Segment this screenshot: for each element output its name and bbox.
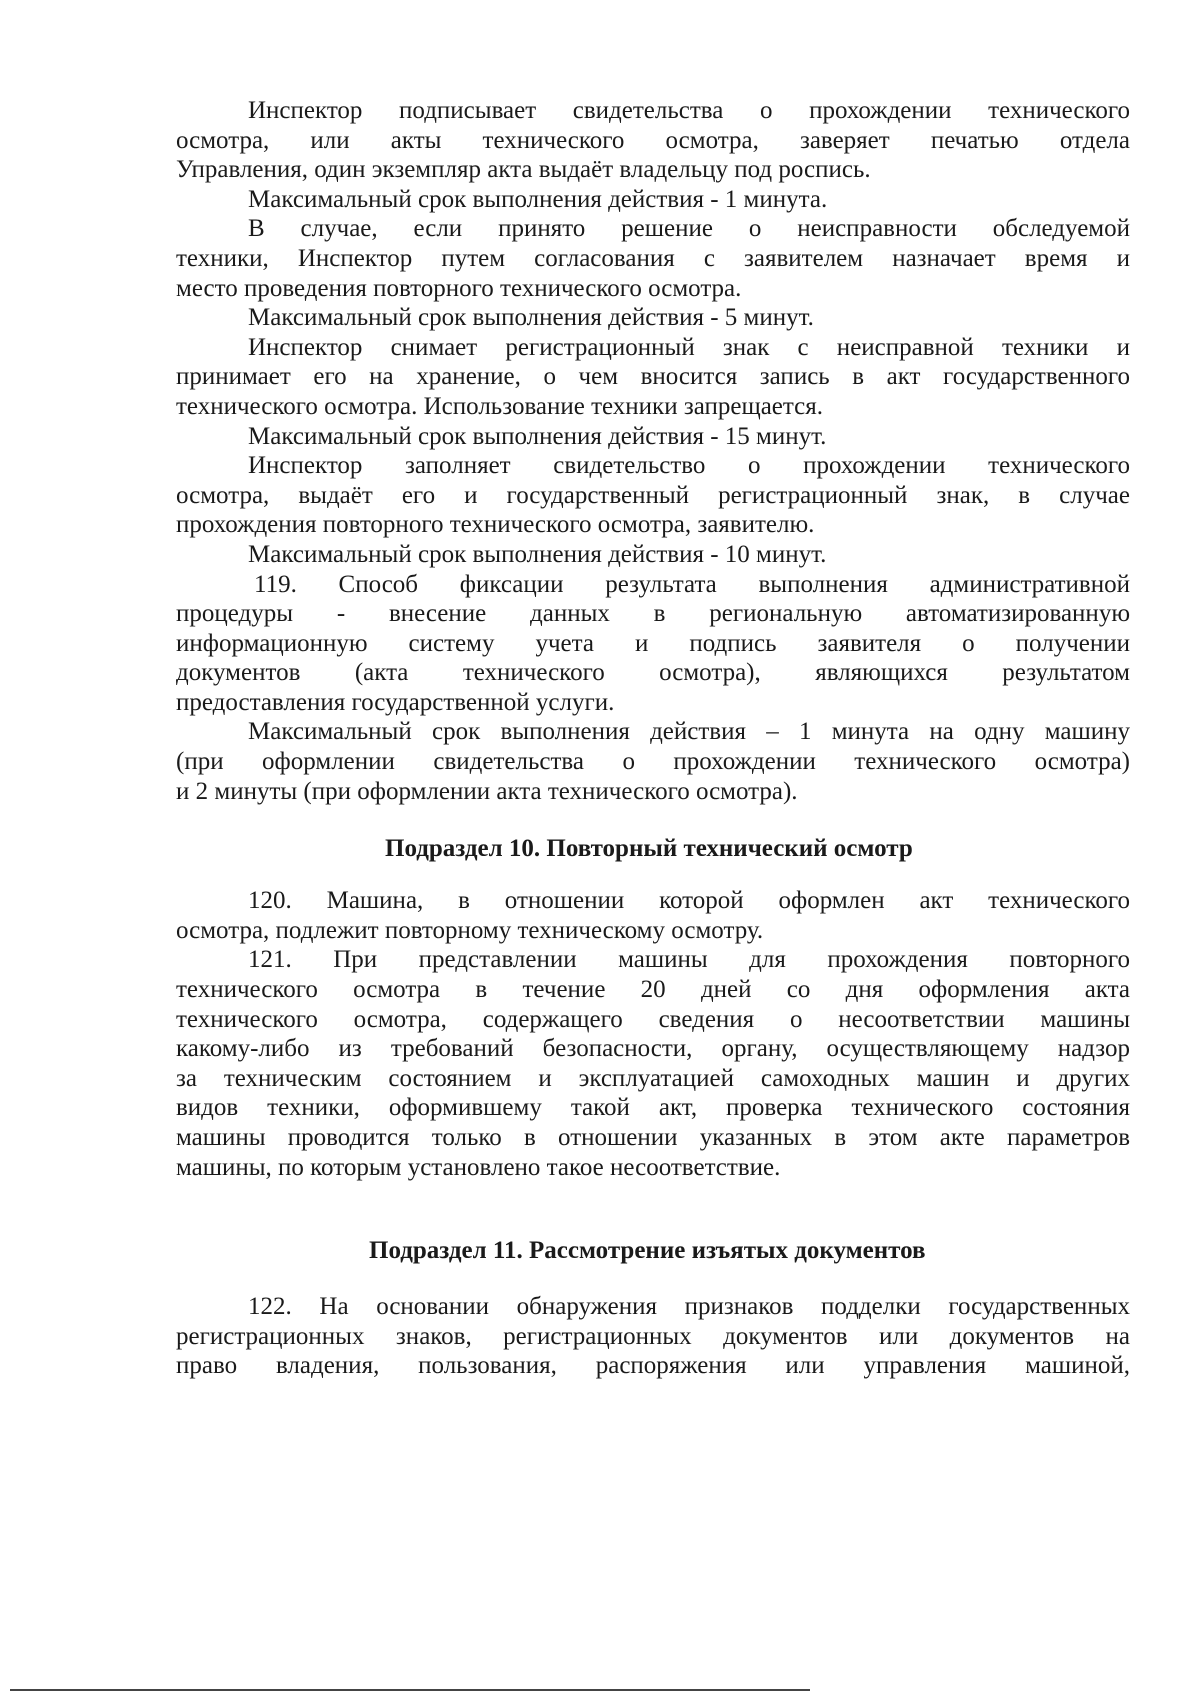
text-line: Инспектор подписывает свидетельства о прохождении технического: [248, 97, 1130, 124]
text-line: место проведения повторного технического осмотра.: [176, 274, 742, 302]
text-line: осмотра, или акты технического осмотра, заверяет печатью отдела: [176, 126, 1130, 154]
paragraph: [176, 303, 1130, 333]
text-line: машины проводится только в отношении указанных в этом акте параметров: [176, 1124, 1130, 1151]
text-line: В случае, если принято решение о неисправности обследуемой: [248, 215, 1130, 243]
text-line: 122. На основании обнаружения признаков подделки государственных: [248, 1293, 1130, 1321]
document-body: [176, 96, 1130, 1381]
text-line: Управления, один экземпляр акта выдаёт владельцу под роспись.: [176, 156, 871, 184]
paragraph: [176, 717, 1130, 806]
paragraph: [176, 333, 1130, 422]
text-line: и 2 минуты (при оформлении акта технического осмотра).: [176, 777, 798, 805]
paragraph: [176, 570, 1130, 718]
text-line: Инспектор заполняет свидетельство о прохождении технического: [248, 452, 1130, 480]
text-line: машины, по которым установлено такое несоответствие.: [176, 1153, 781, 1181]
paragraph: [176, 451, 1130, 540]
section-heading: Подраздел 10. Повторный технический осмотр: [385, 835, 913, 863]
text-line: Максимальный срок выполнения действия - 10 минут.: [248, 540, 827, 568]
text-line: Максимальный срок выполнения действия - 15 минут.: [248, 422, 827, 450]
text-line: Инспектор снимает регистрационный знак с неисправной техники и: [248, 333, 1130, 361]
paragraph: [176, 214, 1130, 303]
text-line: информационную систему учета и подпись заявителя о получении: [176, 629, 1130, 657]
text-line: видов техники, оформившему такой акт, проверка технического состояния: [176, 1094, 1130, 1122]
text-line: 120. Машина, в отношении которой оформлен акт технического: [248, 887, 1130, 915]
text-line: право владения, пользования, распоряжения или управления машиной,: [176, 1352, 1130, 1380]
text-line: регистрационных знаков, регистрационных документов или документов на: [176, 1322, 1130, 1350]
paragraph: [176, 422, 1130, 452]
text-line: технического осмотра. Использование техники запрещается.: [176, 392, 823, 420]
text-line: процедуры - внесение данных в региональную автоматизированную: [176, 600, 1130, 628]
text-line: осмотра, выдаёт его и государственный регистрационный знак, в случае: [176, 481, 1130, 509]
text-line: Максимальный срок выполнения действия – 1 минута на одну машину: [248, 718, 1130, 746]
text-line: какому-либо из требований безопасности, органу, осуществляющему надзор: [176, 1035, 1130, 1063]
paragraph: [176, 886, 1130, 945]
text-line: техники, Инспектор путем согласования с заявителем назначает время и: [176, 244, 1130, 272]
text-line: документов (акта технического осмотра), являющихся результатом: [176, 659, 1130, 687]
text-line: осмотра, подлежит повторному техническому осмотру.: [176, 916, 764, 944]
text-line: прохождения повторного технического осмотра, заявителю.: [176, 511, 815, 539]
text-line: за техническим состоянием и эксплуатацией самоходных машин и других: [176, 1064, 1130, 1092]
paragraph: [176, 540, 1130, 570]
text-line: Максимальный срок выполнения действия - 1 минута.: [248, 185, 828, 213]
paragraph: [176, 185, 1130, 215]
text-line: принимает его на хранение, о чем вносится запись в акт государственного: [176, 363, 1130, 391]
paragraph: [176, 1292, 1130, 1381]
text-line: 121. При представлении машины для прохождения повторного: [248, 946, 1130, 974]
text-line: (при оформлении свидетельства о прохождении технического осмотра): [176, 748, 1130, 776]
page-bottom-rule: [10, 1689, 810, 1691]
text-line: технического осмотра, содержащего сведения о несоответствии машины: [176, 1005, 1130, 1033]
section-heading: Подраздел 11. Рассмотрение изъятых документов: [369, 1237, 926, 1265]
text-line: технического осмотра в течение 20 дней со дня оформления акта: [176, 976, 1130, 1004]
text-line: Максимальный срок выполнения действия - 5 минут.: [248, 304, 814, 332]
text-line: 119. Способ фиксации результата выполнения административной: [254, 570, 1130, 598]
paragraph: [176, 945, 1130, 1182]
paragraph: [176, 96, 1130, 185]
text-line: предоставления государственной услуги.: [176, 688, 615, 716]
